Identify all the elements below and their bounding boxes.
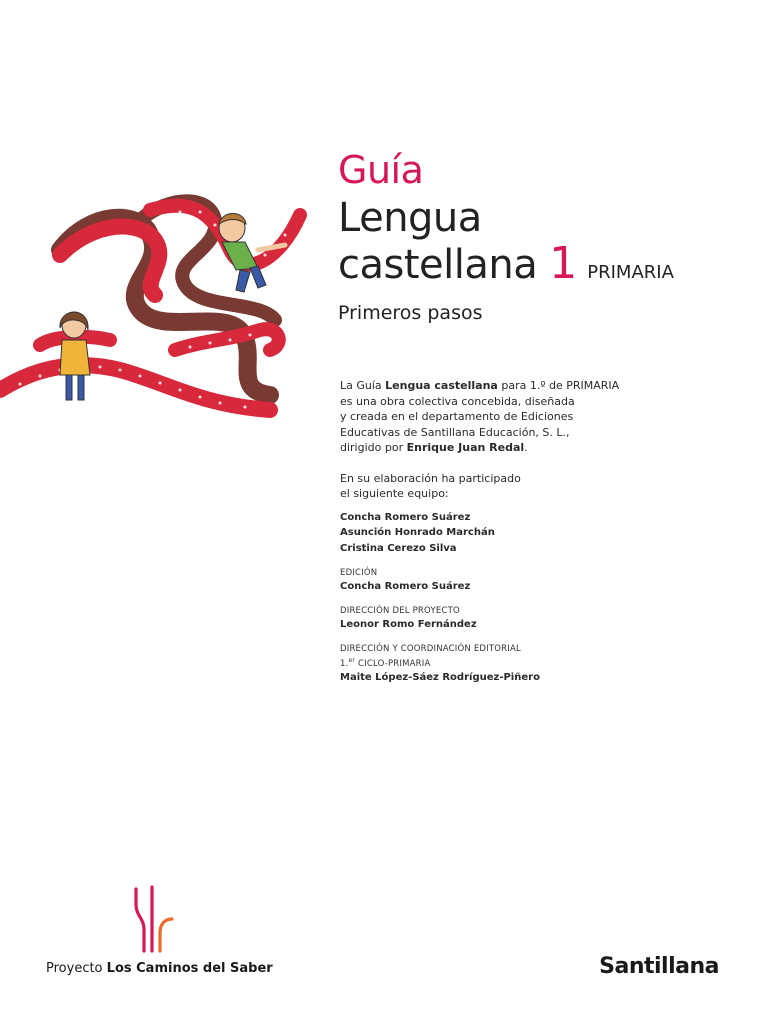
edition-name: Concha Romero Suárez (340, 581, 471, 592)
intro-text-2: para 1.º de PRIMARIA (497, 379, 620, 392)
intro-text-4: y creada en el departamento de Ediciones (340, 410, 574, 423)
subject-line-1: Lengua (338, 195, 482, 241)
intro-text-3: es una obra colectiva concebida, diseñada (340, 394, 575, 408)
intro-end: . (524, 441, 528, 454)
intro-paragraph (340, 378, 700, 456)
team-member: Concha Romero Suárez (340, 511, 471, 523)
project-prefix: Proyecto (46, 961, 107, 976)
credits-block (340, 378, 700, 685)
edition-label: EDICIÓN (340, 568, 378, 578)
guide-title: Guía (338, 148, 424, 192)
coordination-name: Maite López-Sáez Rodríguez-Piñero (340, 671, 540, 683)
project-logo-icon (130, 885, 180, 955)
intro-text-6: dirigido por (340, 441, 407, 454)
project-direction-section (340, 606, 700, 632)
subtitle: Primeros pasos (338, 302, 483, 324)
cycle-prefix: 1. (340, 658, 349, 669)
girl-figure (60, 312, 90, 400)
children-ribbon-illustration (0, 190, 335, 440)
coordination-section (340, 644, 700, 685)
cycle-suffix: CICLO-PRIMARIA (355, 658, 431, 669)
project-direction-label: DIRECCIÓN DEL PROYECTO (340, 606, 460, 616)
project-direction-name: Leonor Romo Fernández (340, 619, 477, 630)
team-list (340, 510, 700, 557)
coordination-label: DIRECCIÓN Y COORDINACIÓN EDITORIAL (340, 644, 521, 654)
project-name-line (46, 961, 273, 976)
publisher-logo: Santillana (599, 954, 719, 979)
project-name: Los Caminos del Saber (106, 961, 273, 976)
subject-line-2-row (338, 238, 758, 296)
team-intro-2: el siguiente equipo: (340, 487, 449, 500)
team-intro (340, 471, 700, 502)
title-block (338, 148, 758, 326)
grade-number: 1 (549, 238, 578, 289)
team-member: Asunción Honrado Marchán (340, 527, 495, 538)
intro-text-5: Educativas de Santillana Educación, S. L., (340, 425, 570, 439)
intro-text-1: La Guía (340, 379, 386, 392)
cycle-superscript: er (348, 657, 356, 664)
team-intro-1: En su elaboración ha participado (340, 471, 521, 485)
edition-section (340, 568, 700, 594)
team-member: Cristina Cerezo Silva (340, 542, 457, 554)
intro-book-title: Lengua castellana (385, 379, 498, 392)
subject-line-2: castellana (338, 242, 538, 288)
cycle-label (340, 655, 700, 670)
education-level: PRIMARIA (587, 262, 674, 283)
director-name: Enrique Juan Redal (406, 441, 525, 454)
